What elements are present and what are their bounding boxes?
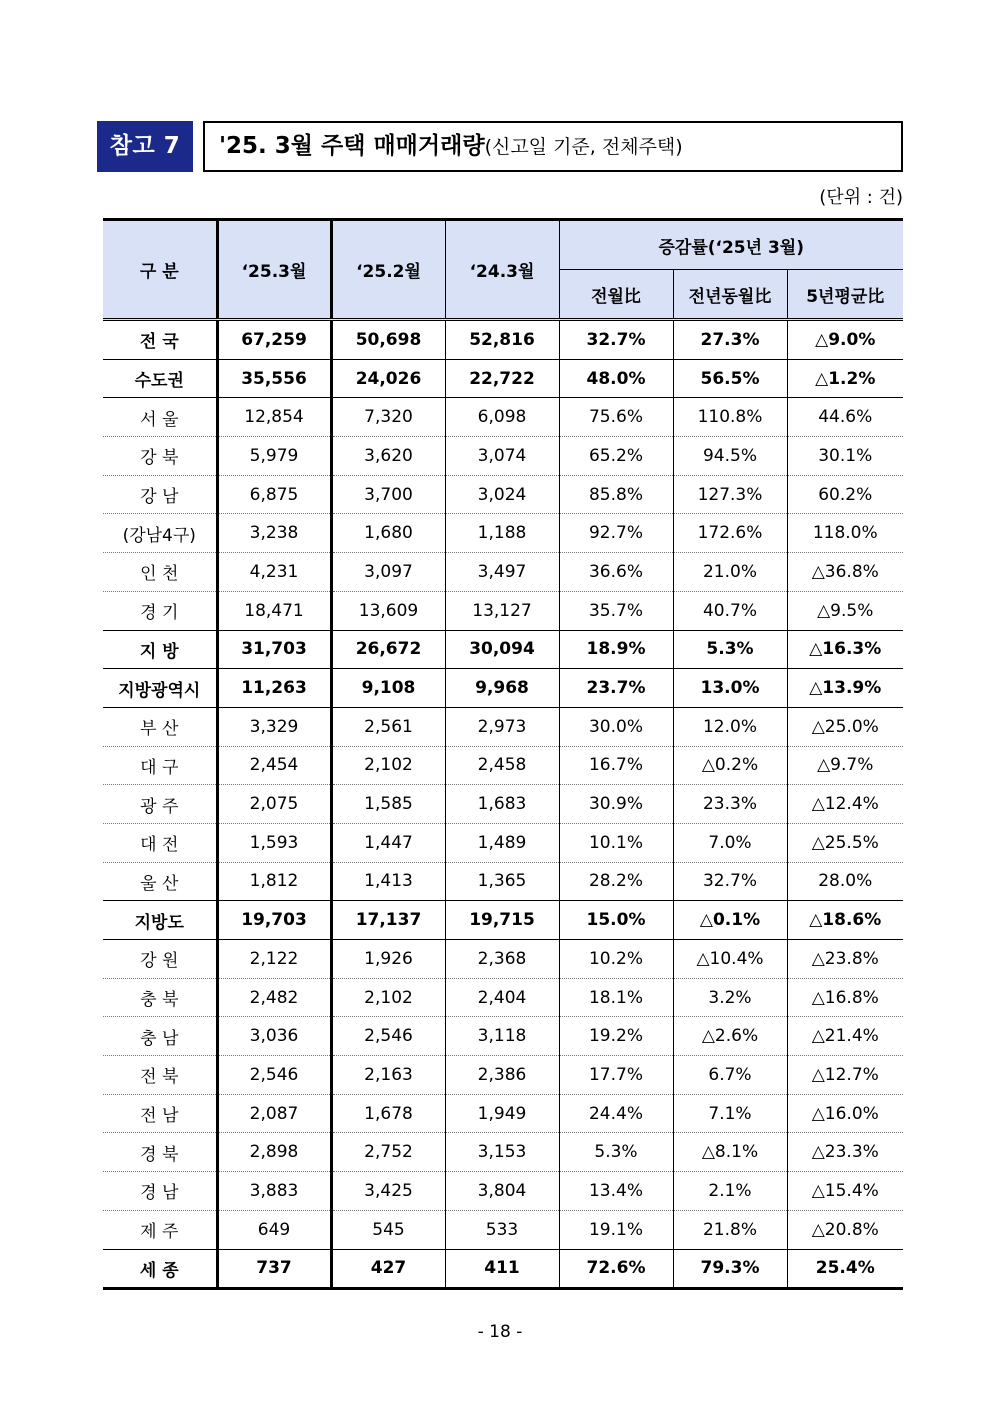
header-5yr-avg: 5년평균比 <box>787 270 903 320</box>
value-2502-cell: 26,672 <box>331 630 445 669</box>
table-row <box>103 669 903 708</box>
mom-cell: 48.0% <box>559 359 673 398</box>
header-mom: 전월比 <box>559 270 673 320</box>
page-subtitle: (신고일 기준, 전체주택) <box>484 136 683 158</box>
value-2403-cell: 1,188 <box>445 514 559 553</box>
value-2503-cell: 2,898 <box>217 1133 331 1172</box>
value-2403-cell: 533 <box>445 1210 559 1249</box>
mom-cell: 13.4% <box>559 1172 673 1211</box>
yoy-cell: 172.6% <box>673 514 787 553</box>
value-2403-cell: 1,949 <box>445 1094 559 1133</box>
mom-cell: 10.2% <box>559 940 673 979</box>
yoy-cell: 21.0% <box>673 553 787 592</box>
table-row <box>103 940 903 979</box>
unit-label: (단위 : 건) <box>819 187 903 208</box>
region-cell: 전 국 <box>103 320 217 360</box>
yoy-cell: 127.3% <box>673 475 787 514</box>
value-2403-cell: 3,497 <box>445 553 559 592</box>
header-change-rate-group: 증감률(‘25년 3월) <box>559 220 903 270</box>
value-2403-cell: 19,715 <box>445 901 559 940</box>
mom-cell: 18.9% <box>559 630 673 669</box>
table-row <box>103 398 903 437</box>
region-cell: 전 남 <box>103 1094 217 1133</box>
mom-cell: 15.0% <box>559 901 673 940</box>
table-row <box>103 1017 903 1056</box>
value-2502-cell: 2,546 <box>331 1017 445 1056</box>
value-2503-cell: 3,238 <box>217 514 331 553</box>
mom-cell: 65.2% <box>559 437 673 476</box>
value-2403-cell: 2,404 <box>445 978 559 1017</box>
mom-cell: 75.6% <box>559 398 673 437</box>
value-2502-cell: 427 <box>331 1249 445 1289</box>
region-cell: (강남4구) <box>103 514 217 553</box>
yoy-cell: 21.8% <box>673 1210 787 1249</box>
yoy-cell: 110.8% <box>673 398 787 437</box>
header-col-2403: ‘24.3월 <box>445 220 559 320</box>
value-2403-cell: 1,365 <box>445 862 559 901</box>
value-2403-cell: 2,386 <box>445 1056 559 1095</box>
mom-cell: 28.2% <box>559 862 673 901</box>
5yr-avg-cell: △18.6% <box>787 901 903 940</box>
mom-cell: 18.1% <box>559 978 673 1017</box>
table-row <box>103 1133 903 1172</box>
5yr-avg-cell: △25.0% <box>787 707 903 746</box>
5yr-avg-cell: 25.4% <box>787 1249 903 1289</box>
region-cell: 충 북 <box>103 978 217 1017</box>
table-row <box>103 437 903 476</box>
value-2503-cell: 737 <box>217 1249 331 1289</box>
mom-cell: 35.7% <box>559 591 673 630</box>
yoy-cell: 7.1% <box>673 1094 787 1133</box>
yoy-cell: △2.6% <box>673 1017 787 1056</box>
5yr-avg-cell: △9.7% <box>787 746 903 785</box>
value-2502-cell: 1,447 <box>331 823 445 862</box>
mom-cell: 16.7% <box>559 746 673 785</box>
value-2502-cell: 7,320 <box>331 398 445 437</box>
yoy-cell: 56.5% <box>673 359 787 398</box>
mom-cell: 10.1% <box>559 823 673 862</box>
5yr-avg-cell: △16.3% <box>787 630 903 669</box>
mom-cell: 19.2% <box>559 1017 673 1056</box>
5yr-avg-cell: 44.6% <box>787 398 903 437</box>
value-2502-cell: 17,137 <box>331 901 445 940</box>
page-number: - 18 - <box>477 1322 523 1342</box>
mom-cell: 30.9% <box>559 785 673 824</box>
value-2403-cell: 2,368 <box>445 940 559 979</box>
yoy-cell: 23.3% <box>673 785 787 824</box>
value-2403-cell: 1,489 <box>445 823 559 862</box>
region-cell: 서 울 <box>103 398 217 437</box>
yoy-cell: 32.7% <box>673 862 787 901</box>
yoy-cell: 12.0% <box>673 707 787 746</box>
table-row <box>103 901 903 940</box>
yoy-cell: 2.1% <box>673 1172 787 1211</box>
mom-cell: 17.7% <box>559 1056 673 1095</box>
value-2403-cell: 52,816 <box>445 320 559 360</box>
mom-cell: 32.7% <box>559 320 673 360</box>
table-row <box>103 1172 903 1211</box>
value-2503-cell: 2,454 <box>217 746 331 785</box>
value-2502-cell: 545 <box>331 1210 445 1249</box>
mom-cell: 36.6% <box>559 553 673 592</box>
table-row <box>103 1249 903 1289</box>
value-2503-cell: 31,703 <box>217 630 331 669</box>
value-2403-cell: 30,094 <box>445 630 559 669</box>
5yr-avg-cell: 28.0% <box>787 862 903 901</box>
value-2502-cell: 1,678 <box>331 1094 445 1133</box>
value-2403-cell: 3,153 <box>445 1133 559 1172</box>
table-row <box>103 359 903 398</box>
value-2403-cell: 3,074 <box>445 437 559 476</box>
value-2503-cell: 19,703 <box>217 901 331 940</box>
yoy-cell: △8.1% <box>673 1133 787 1172</box>
value-2502-cell: 3,425 <box>331 1172 445 1211</box>
value-2502-cell: 50,698 <box>331 320 445 360</box>
region-cell: 강 원 <box>103 940 217 979</box>
value-2503-cell: 5,979 <box>217 437 331 476</box>
region-cell: 부 산 <box>103 707 217 746</box>
value-2503-cell: 2,075 <box>217 785 331 824</box>
region-cell: 제 주 <box>103 1210 217 1249</box>
table-row <box>103 978 903 1017</box>
table-row <box>103 553 903 592</box>
yoy-cell: 5.3% <box>673 630 787 669</box>
yoy-cell: △0.1% <box>673 901 787 940</box>
yoy-cell: △0.2% <box>673 746 787 785</box>
value-2502-cell: 2,163 <box>331 1056 445 1095</box>
table-row <box>103 1056 903 1095</box>
value-2403-cell: 411 <box>445 1249 559 1289</box>
table-row <box>103 591 903 630</box>
value-2403-cell: 3,118 <box>445 1017 559 1056</box>
5yr-avg-cell: 118.0% <box>787 514 903 553</box>
value-2502-cell: 1,413 <box>331 862 445 901</box>
region-cell: 지방도 <box>103 901 217 940</box>
value-2403-cell: 6,098 <box>445 398 559 437</box>
5yr-avg-cell: △20.8% <box>787 1210 903 1249</box>
5yr-avg-cell: △25.5% <box>787 823 903 862</box>
value-2503-cell: 18,471 <box>217 591 331 630</box>
region-cell: 강 남 <box>103 475 217 514</box>
5yr-avg-cell: △12.4% <box>787 785 903 824</box>
mom-cell: 72.6% <box>559 1249 673 1289</box>
mom-cell: 5.3% <box>559 1133 673 1172</box>
region-cell: 충 남 <box>103 1017 217 1056</box>
table-row <box>103 475 903 514</box>
region-cell: 지방광역시 <box>103 669 217 708</box>
value-2503-cell: 6,875 <box>217 475 331 514</box>
region-cell: 경 북 <box>103 1133 217 1172</box>
5yr-avg-cell: △16.8% <box>787 978 903 1017</box>
table-row <box>103 862 903 901</box>
yoy-cell: △10.4% <box>673 940 787 979</box>
value-2503-cell: 4,231 <box>217 553 331 592</box>
transaction-table <box>103 218 903 1290</box>
mom-cell: 24.4% <box>559 1094 673 1133</box>
value-2502-cell: 24,026 <box>331 359 445 398</box>
header-col-2502: ‘25.2월 <box>331 220 445 320</box>
5yr-avg-cell: △21.4% <box>787 1017 903 1056</box>
header-region: 구 분 <box>103 220 217 320</box>
region-cell: 인 천 <box>103 553 217 592</box>
header-col-2503: ‘25.3월 <box>217 220 331 320</box>
region-cell: 세 종 <box>103 1249 217 1289</box>
value-2503-cell: 35,556 <box>217 359 331 398</box>
mom-cell: 30.0% <box>559 707 673 746</box>
value-2503-cell: 11,263 <box>217 669 331 708</box>
yoy-cell: 79.3% <box>673 1249 787 1289</box>
value-2502-cell: 3,620 <box>331 437 445 476</box>
value-2403-cell: 22,722 <box>445 359 559 398</box>
region-cell: 경 남 <box>103 1172 217 1211</box>
table-row <box>103 630 903 669</box>
table-row <box>103 746 903 785</box>
value-2503-cell: 2,087 <box>217 1094 331 1133</box>
5yr-avg-cell: △12.7% <box>787 1056 903 1095</box>
mom-cell: 19.1% <box>559 1210 673 1249</box>
table-row <box>103 1094 903 1133</box>
region-cell: 울 산 <box>103 862 217 901</box>
value-2502-cell: 3,700 <box>331 475 445 514</box>
mom-cell: 23.7% <box>559 669 673 708</box>
table-row <box>103 320 903 360</box>
table-row <box>103 514 903 553</box>
table-row <box>103 785 903 824</box>
yoy-cell: 27.3% <box>673 320 787 360</box>
region-cell: 광 주 <box>103 785 217 824</box>
yoy-cell: 3.2% <box>673 978 787 1017</box>
5yr-avg-cell: △15.4% <box>787 1172 903 1211</box>
value-2502-cell: 1,680 <box>331 514 445 553</box>
value-2503-cell: 2,482 <box>217 978 331 1017</box>
5yr-avg-cell: △16.0% <box>787 1094 903 1133</box>
5yr-avg-cell: 30.1% <box>787 437 903 476</box>
5yr-avg-cell: △23.8% <box>787 940 903 979</box>
value-2502-cell: 3,097 <box>331 553 445 592</box>
value-2503-cell: 12,854 <box>217 398 331 437</box>
page-title: '25. 3월 주택 매매거래량 <box>219 133 485 159</box>
5yr-avg-cell: △9.5% <box>787 591 903 630</box>
5yr-avg-cell: △23.3% <box>787 1133 903 1172</box>
value-2503-cell: 1,593 <box>217 823 331 862</box>
header-yoy: 전년동월比 <box>673 270 787 320</box>
region-cell: 수도권 <box>103 359 217 398</box>
region-cell: 지 방 <box>103 630 217 669</box>
value-2502-cell: 2,561 <box>331 707 445 746</box>
yoy-cell: 7.0% <box>673 823 787 862</box>
reference-badge: 참고 7 <box>97 121 193 172</box>
5yr-avg-cell: 60.2% <box>787 475 903 514</box>
value-2503-cell: 3,036 <box>217 1017 331 1056</box>
table-row <box>103 707 903 746</box>
value-2502-cell: 9,108 <box>331 669 445 708</box>
5yr-avg-cell: △9.0% <box>787 320 903 360</box>
yoy-cell: 6.7% <box>673 1056 787 1095</box>
value-2502-cell: 2,752 <box>331 1133 445 1172</box>
value-2502-cell: 1,585 <box>331 785 445 824</box>
value-2503-cell: 67,259 <box>217 320 331 360</box>
value-2403-cell: 3,804 <box>445 1172 559 1211</box>
5yr-avg-cell: △36.8% <box>787 553 903 592</box>
value-2403-cell: 3,024 <box>445 475 559 514</box>
region-cell: 경 기 <box>103 591 217 630</box>
value-2502-cell: 2,102 <box>331 978 445 1017</box>
value-2502-cell: 13,609 <box>331 591 445 630</box>
section-header <box>97 121 903 172</box>
region-cell: 대 구 <box>103 746 217 785</box>
value-2503-cell: 1,812 <box>217 862 331 901</box>
region-cell: 대 전 <box>103 823 217 862</box>
yoy-cell: 94.5% <box>673 437 787 476</box>
value-2503-cell: 2,546 <box>217 1056 331 1095</box>
value-2403-cell: 2,458 <box>445 746 559 785</box>
value-2403-cell: 1,683 <box>445 785 559 824</box>
mom-cell: 85.8% <box>559 475 673 514</box>
yoy-cell: 13.0% <box>673 669 787 708</box>
value-2403-cell: 2,973 <box>445 707 559 746</box>
value-2503-cell: 2,122 <box>217 940 331 979</box>
value-2503-cell: 3,883 <box>217 1172 331 1211</box>
value-2503-cell: 649 <box>217 1210 331 1249</box>
table-row <box>103 823 903 862</box>
table-row <box>103 1210 903 1249</box>
region-cell: 강 북 <box>103 437 217 476</box>
value-2502-cell: 2,102 <box>331 746 445 785</box>
yoy-cell: 40.7% <box>673 591 787 630</box>
mom-cell: 92.7% <box>559 514 673 553</box>
region-cell: 전 북 <box>103 1056 217 1095</box>
5yr-avg-cell: △1.2% <box>787 359 903 398</box>
5yr-avg-cell: △13.9% <box>787 669 903 708</box>
value-2403-cell: 13,127 <box>445 591 559 630</box>
value-2502-cell: 1,926 <box>331 940 445 979</box>
value-2503-cell: 3,329 <box>217 707 331 746</box>
title-box <box>203 121 903 172</box>
value-2403-cell: 9,968 <box>445 669 559 708</box>
